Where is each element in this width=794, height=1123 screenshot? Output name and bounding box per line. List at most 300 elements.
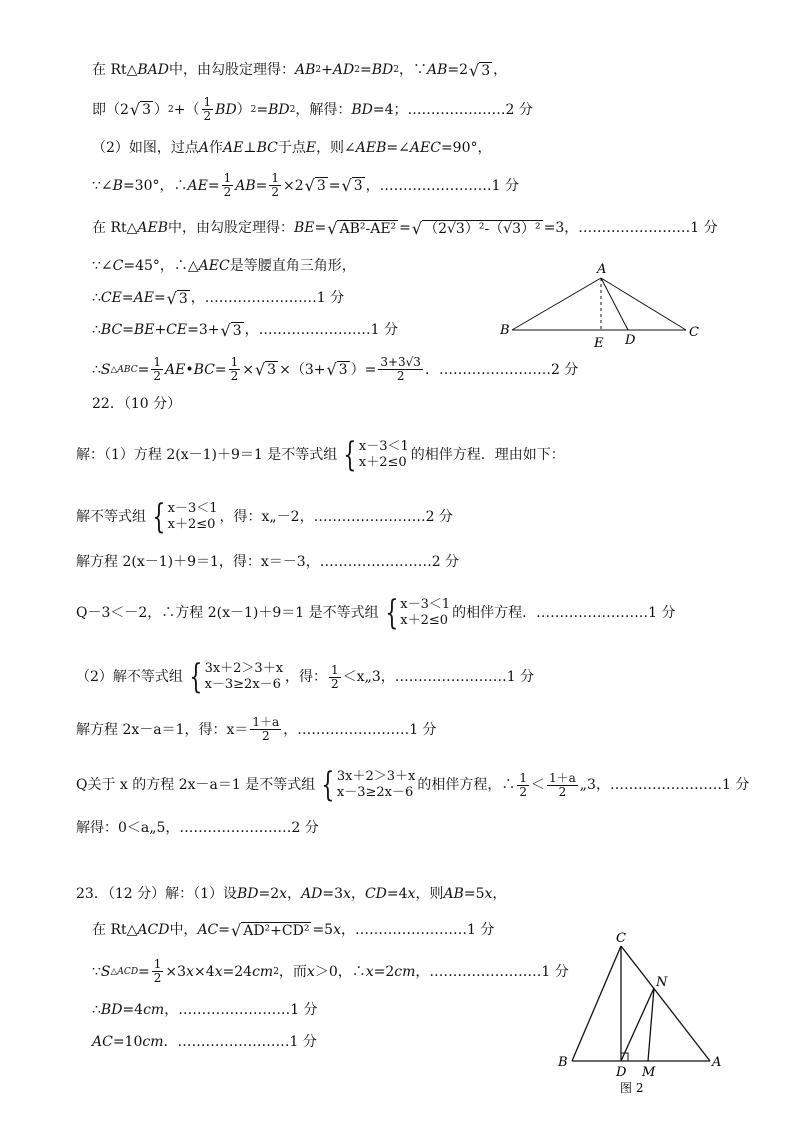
sqrt: √ 3 <box>326 360 348 379</box>
text: ×3 <box>165 963 187 980</box>
text: 在 Rt△ <box>92 922 138 938</box>
sqrt: √ 3 <box>220 320 242 340</box>
text: + <box>321 62 333 78</box>
p21-line-8 <box>92 320 398 340</box>
text: 2 <box>261 729 270 743</box>
text: x＋2≤0 <box>358 455 407 470</box>
text: x <box>484 886 493 902</box>
p21-line-7 <box>92 288 344 308</box>
text: =45°，∴△ <box>123 258 199 274</box>
text: BC <box>193 361 215 378</box>
text: = <box>359 62 372 78</box>
p22-line-7 <box>76 765 750 805</box>
label-b: B <box>558 1055 568 1070</box>
score: 1 分 <box>721 777 750 793</box>
score: 2 分 <box>291 820 319 836</box>
text: 2 <box>289 104 296 115</box>
text: ， <box>415 963 430 980</box>
fraction <box>517 772 529 799</box>
text: x－3＜1 <box>167 501 218 516</box>
text: = <box>218 922 230 938</box>
text: 3 <box>316 178 326 194</box>
text: =24 <box>222 963 253 980</box>
text: ， <box>287 886 302 902</box>
text: ， <box>493 62 508 78</box>
p22-line-2 <box>76 497 453 537</box>
text: +（ <box>173 101 200 118</box>
text: =4 <box>122 1002 144 1018</box>
text: BD <box>268 101 290 118</box>
p23-line-1 <box>76 884 506 904</box>
text: =2 <box>447 62 468 78</box>
text: ） <box>154 101 169 118</box>
text: 1＋a <box>252 715 280 729</box>
text: 2 <box>315 65 322 75</box>
label-n: N <box>656 975 668 990</box>
text: ， <box>365 177 380 194</box>
score: 1 分 <box>491 177 519 194</box>
p23-line-5 <box>92 1032 317 1052</box>
figure-2 <box>550 928 730 1100</box>
text: 中，由勾股定理得： <box>169 62 296 78</box>
text: …………………… <box>578 220 691 236</box>
text: AE <box>187 177 208 194</box>
text: ＜x„3， <box>342 669 395 685</box>
text: 3 <box>178 290 188 307</box>
score: 2 分 <box>431 554 460 570</box>
score: 2 分 <box>550 361 579 378</box>
p21-line-1 <box>92 60 507 80</box>
fraction <box>378 356 423 383</box>
text: CD <box>364 886 387 902</box>
text: x－3≥2x－6 <box>204 677 281 692</box>
text: △ABC <box>110 364 138 375</box>
text: AB <box>443 886 464 902</box>
text: =3， <box>543 220 579 236</box>
text: …………………… <box>429 963 542 980</box>
text: cm <box>142 1034 164 1050</box>
text: （2）如图，过点 <box>92 140 199 156</box>
text: 解：（1）方程 2(x－1)＋9＝1 是不等式组 <box>76 447 338 463</box>
text: 3 <box>232 322 242 339</box>
sqrt: √ 3 <box>469 60 491 80</box>
text: 的相伴方程，∴ <box>417 777 516 793</box>
text: 中，由勾股定理得： <box>168 220 295 236</box>
text: 3 <box>338 362 348 378</box>
p22-line-8 <box>76 818 319 838</box>
score: 1 分 <box>316 290 345 306</box>
text: ， <box>340 922 355 938</box>
text: ． <box>163 1034 178 1050</box>
text: ，则∠ <box>316 140 356 156</box>
fraction <box>151 356 163 383</box>
text: ， <box>492 886 507 902</box>
text: x－3＜1 <box>400 597 451 612</box>
text: 的相伴方程．理由如下： <box>410 447 565 463</box>
p21-line-2 <box>92 96 533 123</box>
text: ，得：x„－2， <box>219 509 314 525</box>
text: ∵ <box>92 963 101 980</box>
score: 1 分 <box>648 605 676 621</box>
p21-line-4 <box>92 172 519 199</box>
p22-line-6 <box>76 716 437 743</box>
text: = <box>137 361 150 378</box>
score: 1 分 <box>690 220 718 236</box>
text: = <box>138 963 150 980</box>
text: = <box>122 322 134 338</box>
text: = <box>121 290 134 306</box>
text: • <box>185 361 194 378</box>
fraction <box>329 664 341 691</box>
text: 23．（12 分）解：（1）设 <box>76 886 237 902</box>
text: AB <box>295 62 316 78</box>
text: A <box>198 140 210 156</box>
text: AEC <box>409 140 441 156</box>
text: 1 <box>223 171 232 185</box>
text: =30°，∴ <box>122 177 188 194</box>
score: 2 分 <box>425 509 453 525</box>
text: C <box>112 258 124 274</box>
text: 即（2 <box>92 101 129 118</box>
text: x－3＜1 <box>358 439 409 454</box>
text: 解不等式组 <box>76 509 146 525</box>
text: 在 Rt△ <box>92 220 138 236</box>
text: BD <box>237 886 259 902</box>
text: ⊥ <box>243 140 257 156</box>
fraction <box>202 96 214 123</box>
text: 1 <box>153 957 162 971</box>
text: BE <box>294 220 315 236</box>
text: ， <box>244 322 259 338</box>
text: AB <box>235 177 256 194</box>
text: = <box>255 177 268 194</box>
segment-ac <box>601 278 686 330</box>
inequality-system: { 3x＋2＞3＋x x－3≥2x－6 <box>189 657 284 697</box>
text: …………………… <box>258 322 371 338</box>
sqrt: √ AD²+CD² <box>231 920 310 940</box>
text: Q－3＜－2，∴方程 2(x－1)＋9＝1 是不等式组 <box>76 605 379 621</box>
text: ＞0，∴ <box>314 963 366 980</box>
text: =90°， <box>440 140 492 156</box>
sqrt: √ 3 <box>129 100 152 119</box>
text: AB <box>426 62 448 78</box>
fraction <box>250 716 281 743</box>
text: =3+ <box>187 322 220 338</box>
text: △ACD <box>110 966 139 977</box>
text: x <box>365 963 374 980</box>
text: ∴ <box>92 322 101 338</box>
text: …………………… <box>178 1002 291 1018</box>
text: = <box>328 177 341 194</box>
label-d: D <box>616 1065 627 1080</box>
p22-heading <box>92 394 181 414</box>
text: BD <box>215 101 237 118</box>
text: ，∵ <box>398 62 427 78</box>
text: cm <box>394 963 416 980</box>
text: ， <box>283 721 298 738</box>
text: AE <box>164 361 186 378</box>
text: ， <box>350 886 365 902</box>
text: …………………… <box>319 554 432 570</box>
text: AE <box>133 290 154 306</box>
score: 2 分 <box>505 101 533 118</box>
text: CE <box>166 322 188 338</box>
score: 1 分 <box>370 322 398 338</box>
text: 中， <box>169 922 198 938</box>
text: 是等腰直角三角形， <box>229 258 356 274</box>
inequality-system: { x－3＜1 x＋2≤0 <box>152 497 218 537</box>
text: =10 <box>112 1034 143 1050</box>
text: x <box>214 963 223 980</box>
text: 2 <box>273 966 279 977</box>
text: …………………… <box>177 1034 290 1050</box>
score: 1 分 <box>289 1034 317 1050</box>
text: 2 <box>250 104 257 115</box>
text: x <box>343 886 351 902</box>
text: 2 <box>230 369 239 383</box>
segment-bc <box>572 946 621 1061</box>
fraction <box>152 958 164 985</box>
text: 解得：0＜a„5， <box>76 820 180 836</box>
text: BC <box>256 140 278 156</box>
p23-line-2 <box>92 920 494 940</box>
p22-line-3 <box>76 552 459 572</box>
text: ∴ <box>92 290 101 306</box>
sqrt: √ 3 <box>254 360 277 379</box>
text: ×2 <box>282 177 304 194</box>
text: 2 <box>223 185 232 199</box>
text: …………………… <box>609 777 722 793</box>
text: …………………… <box>438 361 551 378</box>
text: ×（3+ <box>279 361 326 378</box>
segment-ab <box>512 278 601 330</box>
label-m: M <box>642 1065 656 1080</box>
text: …………………… <box>313 509 426 525</box>
text: = <box>314 220 327 236</box>
text: Q关于 x 的方程 2x－a＝1 是不等式组 <box>76 777 316 793</box>
text: cm <box>143 1002 165 1018</box>
segment-ca <box>621 946 710 1061</box>
text: 1 <box>519 770 527 785</box>
text: = <box>153 290 166 306</box>
text: AD <box>332 62 355 78</box>
p23-line-4 <box>92 1000 318 1020</box>
p22-line-4 <box>76 593 676 633</box>
text: 2 <box>153 971 162 985</box>
text: x <box>279 886 288 902</box>
text: 3x＋2＞3＋x <box>204 661 284 676</box>
text: E <box>305 140 317 156</box>
text: …………………… <box>179 820 292 836</box>
score: 1 分 <box>541 963 569 980</box>
figure-caption: 图 2 <box>620 1081 644 1095</box>
label-e: E <box>594 336 604 351</box>
text: 22．（10 分） <box>92 396 182 412</box>
p22-line-1 <box>76 435 565 475</box>
text: B <box>112 177 123 194</box>
p21-line-3 <box>92 138 491 158</box>
text: 作 <box>209 140 224 156</box>
text: BAD <box>137 62 170 78</box>
fraction <box>269 172 281 199</box>
text: ×4 <box>193 963 215 980</box>
text: 3 <box>142 102 152 118</box>
text: ） <box>236 101 251 118</box>
text: 2 <box>153 369 161 383</box>
label-b: B <box>500 323 510 338</box>
sqrt: √ （2√3）²-（√3）² <box>411 218 541 238</box>
text: 2 <box>271 185 279 199</box>
text: x＋2≤0 <box>400 613 449 628</box>
text: AD <box>301 886 323 902</box>
sqrt: √ 3 <box>341 176 363 195</box>
text: x <box>333 922 341 938</box>
text: 3 <box>267 362 277 378</box>
fraction <box>229 356 241 383</box>
text: 2 <box>519 784 527 799</box>
p22-line-5 <box>76 657 535 697</box>
text: =3 <box>322 886 344 902</box>
text: =5 <box>463 886 485 902</box>
text: =2 <box>258 886 280 902</box>
text: ，解得： <box>295 101 352 118</box>
sqrt: √ 3 <box>166 288 188 308</box>
sqrt: √ 3 <box>304 176 326 195</box>
text: 2 <box>396 369 405 383</box>
text: 1 <box>153 355 161 369</box>
text: x＋2≤0 <box>167 517 216 532</box>
text: AD²+CD² <box>243 922 310 939</box>
text: ∴ <box>92 1002 101 1018</box>
fraction <box>547 772 578 799</box>
text: ∵∠ <box>92 258 113 274</box>
text: AB²-AE² <box>339 220 397 237</box>
text: =4 <box>386 886 408 902</box>
text: 于点 <box>277 140 306 156</box>
text: =∠ <box>386 140 410 156</box>
text: ＜ <box>531 777 545 793</box>
text: CE <box>100 290 122 306</box>
text: =4； <box>372 101 408 118</box>
label-c: C <box>616 931 626 946</box>
text: （2√3）²-（√3）² <box>424 220 541 237</box>
text: AC <box>197 922 219 938</box>
text: = <box>399 220 411 236</box>
text: …………………… <box>394 669 507 685</box>
text: 解方程 2(x－1)＋9＝1，得：x＝－3， <box>76 554 320 570</box>
text: = <box>207 177 220 194</box>
text: BE <box>133 322 155 338</box>
text: ………………… <box>407 101 506 118</box>
text: 1 <box>331 662 339 677</box>
score: 1 分 <box>409 721 437 738</box>
text: 2 <box>203 109 212 123</box>
text: 1 <box>271 171 279 185</box>
text: BC <box>100 322 123 338</box>
text: AC <box>92 1034 113 1050</box>
text: x <box>306 963 315 980</box>
text: ∴ <box>92 361 101 378</box>
text: （2）解不等式组 <box>76 669 183 685</box>
inequality-system: { x－3＜1 x＋2≤0 <box>384 593 451 633</box>
text: BD <box>351 101 373 118</box>
text: 1＋a <box>549 770 576 785</box>
text: 在 Rt△ <box>92 62 138 78</box>
text: 2 <box>331 676 339 691</box>
text: …………………… <box>354 922 467 938</box>
text: × <box>242 361 254 378</box>
text: 2 <box>558 784 567 799</box>
text: AEB <box>355 140 387 156</box>
text: x <box>186 963 194 980</box>
text: „3， <box>579 777 610 793</box>
text: + <box>154 322 167 338</box>
text: …………………… <box>536 605 649 621</box>
text: cm <box>252 963 274 980</box>
triangle-abc-figure <box>496 258 710 354</box>
text: ，而 <box>278 963 307 980</box>
text: =5 <box>312 922 334 938</box>
text: …………………… <box>204 290 317 306</box>
text: S <box>100 963 111 980</box>
text: 2 <box>393 65 399 75</box>
text: x－3≥2x－6 <box>336 785 414 800</box>
text: 2 <box>168 104 174 115</box>
text: ， <box>164 1002 179 1018</box>
text: ∵∠ <box>92 177 113 194</box>
text: 3+3√3 <box>380 355 421 369</box>
p21-line-9 <box>92 356 578 383</box>
text: 3 <box>353 178 363 194</box>
label-a: A <box>712 1055 722 1070</box>
text: ）= <box>350 361 377 378</box>
score: 1 分 <box>466 922 495 938</box>
score: 1 分 <box>290 1002 318 1018</box>
text: ． <box>424 361 439 378</box>
sqrt: √ AB²-AE² <box>327 218 397 238</box>
inequality-system: { 3x＋2＞3＋x x－3≥2x－6 <box>321 765 416 805</box>
text: S <box>100 361 111 378</box>
label-d: D <box>625 333 636 348</box>
p21-line-6 <box>92 256 356 276</box>
fraction <box>222 172 234 199</box>
label-c: C <box>689 325 699 340</box>
text: …………………… <box>379 177 492 194</box>
score: 1 分 <box>506 669 535 685</box>
text: x <box>407 886 416 902</box>
p23-line-3 <box>92 958 569 985</box>
text: …………………… <box>297 721 410 738</box>
text: ，得： <box>285 669 328 685</box>
p21-line-5 <box>92 218 718 238</box>
text: 解方程 2x－a＝1，得：x＝ <box>76 721 249 738</box>
text: = <box>256 101 269 118</box>
text: 3 <box>481 62 491 79</box>
text: ACD <box>137 922 170 938</box>
text: 1 <box>230 355 239 369</box>
label-a: A <box>597 262 607 277</box>
text: AEC <box>198 258 230 274</box>
text: BD <box>100 1002 123 1018</box>
text: = <box>214 361 227 378</box>
text: BD <box>371 62 394 78</box>
text: AE <box>223 140 244 156</box>
text: =2 <box>373 963 395 980</box>
text: 2 <box>354 65 360 75</box>
inequality-system: { x－3＜1 x＋2≤0 <box>343 435 409 475</box>
text: AEB <box>137 220 169 236</box>
text: ， <box>190 290 205 306</box>
